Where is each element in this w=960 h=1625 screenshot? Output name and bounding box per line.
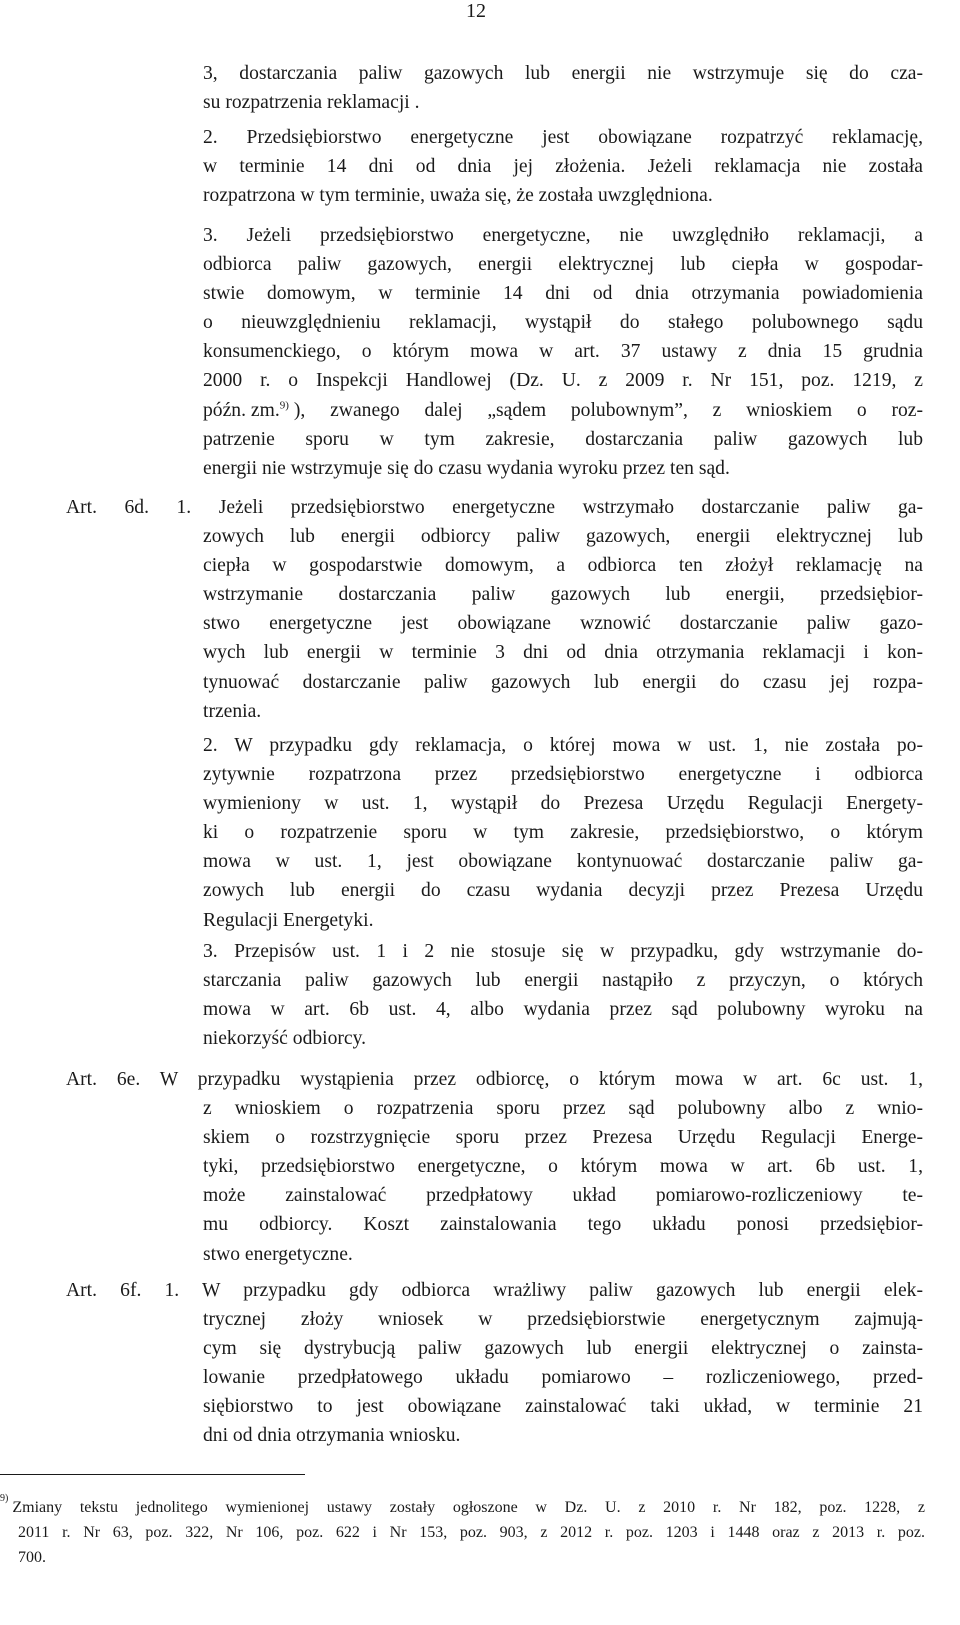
text-line: Art. 6d. 1. Jeżeli przedsiębiorstwo energetyczne wstrzymało dostarczanie paliw ga- [66, 497, 923, 518]
article-paragraph [66, 493, 923, 726]
footnote-separator [0, 1474, 305, 1475]
footnote-mark: 9) [0, 1493, 9, 1504]
text-line: skiem o rozstrzygnięcie sporu przez Prezesa Urzędu Regulacji Energe- [203, 1127, 923, 1149]
text-line: zytywnie rozpatrzona przez przedsiębiorstwo energetyczne i odbiorca [203, 764, 923, 786]
text-line: starczania paliw gazowych lub energii nastąpiło z przyczyn, o których [203, 970, 923, 992]
text-line: mowa w art. 6b ust. 4, albo wydania przez sąd polubowny wyroku na [203, 999, 923, 1021]
text-line: z wnioskiem o rozpatrzenia sporu przez sąd polubowny albo z wnio- [203, 1098, 923, 1120]
text-line: zowych lub energii do czasu wydania decyzji przez Prezesa Urzędu [203, 880, 923, 902]
text-line: 3, dostarczania paliw gazowych lub energii nie wstrzymuje się do cza- [203, 63, 923, 84]
text-line: trycznej złoży wniosek w przedsiębiorstwie energetycznym zajmują- [203, 1309, 923, 1331]
text-line: zowych lub energii odbiorcy paliw gazowych, energii elektrycznej lub [203, 526, 923, 548]
text-line: ciepła w gospodarstwie domowym, a odbiorca ten złożył reklamację na [203, 555, 923, 577]
text-line: stwo energetyczne. [203, 1243, 353, 1265]
footnote-ref: 9) [279, 399, 289, 412]
text-line: ki o rozpatrzenie sporu w tym zakresie, przedsiębiorstwo, o którym [203, 822, 923, 844]
footnote-line: 2011 r. Nr 63, poz. 322, Nr 106, poz. 622 i Nr 153, poz. 903, z 2012 r. poz. 1203 i 1448 oraz z 2013 r. poz. [18, 1524, 925, 1541]
text-line: rozpatrzona w tym terminie, uważa się, że została uwzględniona. [203, 185, 713, 207]
text-line: trzenia. [203, 700, 262, 722]
text-fragment: późn. zm. [203, 399, 280, 421]
paragraph [203, 731, 923, 935]
text-line: konsumenckiego, o którym mowa w art. 37 ustawy z dnia 15 grudnia [203, 341, 923, 363]
footnote-line: 700. [18, 1549, 46, 1566]
text-line: może zainstalować przedpłatowy układ pomiarowo-rozliczeniowy te- [203, 1185, 923, 1207]
text-line: stwie domowym, w terminie 14 dni od dnia otrzymania powiadomienia [203, 283, 923, 305]
text-line: wych lub energii w terminie 3 dni od dnia otrzymania reklamacji i kon- [203, 642, 923, 664]
text-line: Art. 6f. 1. W przypadku gdy odbiorca wrażliwy paliw gazowych lub energii elek- [66, 1280, 923, 1301]
text-line: wstrzymanie dostarczania paliw gazowych lub energii, przedsiębior- [203, 584, 923, 606]
text-line: stwo energetyczne jest obowiązane wznowić dostarczanie paliw gazo- [203, 613, 923, 635]
text-fragment: Zmiany tekstu jednolitego wymienionej ustawy zostały ogłoszone w Dz. U. z 2010 r. Nr 182, poz. 1228, z [12, 1499, 925, 1516]
text-line: Art. 6e. W przypadku wystąpienia przez odbiorcę, o którym mowa w art. 6c ust. 1, [66, 1069, 923, 1090]
text-line: niekorzyść odbiorcy. [203, 1028, 367, 1050]
paragraph [203, 221, 923, 483]
paragraph [203, 59, 923, 117]
text-line: mu odbiorcy. Koszt zainstalowania tego układu ponosi przedsiębior- [203, 1214, 923, 1236]
text-line: w terminie 14 dni od dnia jej złożenia. Jeżeli reklamacja nie została [203, 156, 923, 178]
footnote-line [0, 1495, 925, 1520]
page-number: 12 [466, 0, 486, 22]
paragraph [203, 937, 923, 1053]
text-line: su rozpatrzenia reklamacji . [203, 92, 420, 114]
text-line: 3. Jeżeli przedsiębiorstwo energetyczne, nie uwzględniło reklamacji, a [203, 225, 923, 246]
text-line: 2000 r. o Inspekcji Handlowej (Dz. U. z 2009 r. Nr 151, poz. 1219, z [203, 370, 923, 392]
text-line [203, 396, 923, 425]
footnote [0, 1495, 925, 1570]
text-line: 3. Przepisów ust. 1 i 2 nie stosuje się w przypadku, gdy wstrzymanie do- [203, 941, 923, 962]
text-line: mowa w ust. 1, jest obowiązane kontynuować dostarczanie paliw ga- [203, 851, 923, 873]
text-line: Regulacji Energetyki. [203, 909, 374, 931]
text-line: 2. Przedsiębiorstwo energetyczne jest obowiązane rozpatrzyć reklamację, [203, 127, 923, 148]
text-line: o nieuwzględnieniu reklamacji, wystąpił do stałego polubownego sądu [203, 312, 923, 334]
text-line: wymieniony w ust. 1, wystąpił do Prezesa Urzędu Regulacji Energety- [203, 793, 923, 815]
text-line: odbiorca paliw gazowych, energii elektrycznej lub ciepła w gospodar- [203, 254, 923, 276]
text-line: tynuować dostarczanie paliw gazowych lub energii do czasu jej rozpa- [203, 671, 923, 693]
text-line: dni od dnia otrzymania wniosku. [203, 1425, 461, 1447]
text-line: energii nie wstrzymuje się do czasu wydania wyroku przez ten sąd. [203, 457, 730, 479]
article-paragraph [66, 1276, 923, 1451]
text-line: 2. W przypadku gdy reklamacja, o której mowa w ust. 1, nie została po- [203, 735, 923, 756]
article-paragraph [66, 1065, 923, 1269]
text-line: tyki, przedsiębiorstwo energetyczne, o którym mowa w art. 6b ust. 1, [203, 1156, 923, 1178]
text-line: siębiorstwo to jest obowiązane zainstalować taki układ, w terminie 21 [203, 1396, 923, 1418]
text-line: cym się dystrybucją paliw gazowych lub energii elektrycznej o zainsta- [203, 1338, 923, 1360]
text-fragment: ), zwanego dalej „sądem polubownym”, z wnioskiem o roz- [293, 399, 923, 421]
text-line: patrzenie sporu w tym zakresie, dostarczania paliw gazowych lub [203, 428, 923, 450]
text-line: lowanie przedpłatowego układu pomiarowo – rozliczeniowego, przed- [203, 1367, 923, 1389]
paragraph [203, 123, 923, 210]
